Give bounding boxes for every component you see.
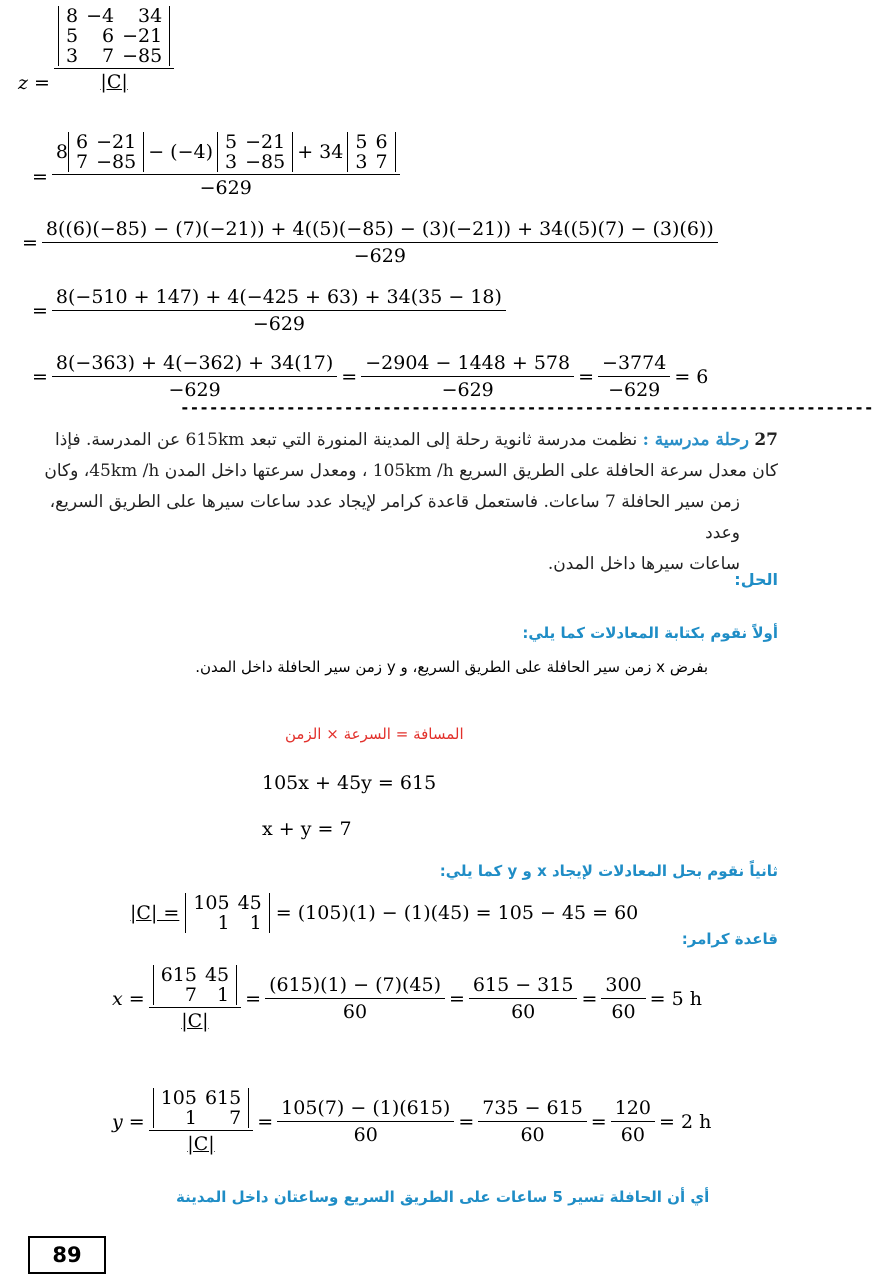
x-det-matrix: 615 7 45 1 [153, 965, 237, 1005]
step2-heading: ثانياً نقوم بحل المعادلات لإيجاد x و y كما يلي: [439, 862, 778, 880]
x-solution: x = 615 7 45 1 |C| = $\frac{(615)(1) - (7)(45)}{60}$ = $\frac{615 - 315}{60}$ = $\frac{300}{60}$ = 5 h [112, 964, 702, 1032]
det-c-expression: |C| = 105 1 45 1 = (105)(1) − (1)(45) = 105 − 45 = 60 [130, 892, 639, 934]
problem-line-4: ساعات سيرها داخل المدن. [547, 554, 740, 574]
z-denominator: |C| [100, 70, 128, 93]
minor-3: 5 3 6 7 [347, 132, 395, 172]
y-solution: y = 105 1 615 7 |C| = $\frac{105(7) - (1)(615)}{60}$ = $\frac{735 - 615}{60}$ = $\frac{120}{60}$ = 2 h [112, 1087, 712, 1155]
z-step4: = $\frac{8(-363) + 4(-362) + 34(17)}{-629}$ = $\frac{-2904 - 1448 + 578}{-629}$ = $\frac{-3774}{-629}$ = 6 [32, 352, 709, 401]
equation-1: 105x + 45y = 615 [262, 772, 437, 794]
minor-1: 6 7 −21 −85 [68, 132, 144, 172]
problem-title: رحلة مدرسية : [642, 430, 749, 450]
separator-line: ------------------------------------------------------------------------ [180, 398, 874, 417]
equation-2: x + y = 7 [262, 818, 352, 840]
minor-2: 5 3 −21 −85 [217, 132, 293, 172]
z-fraction [54, 6, 174, 93]
z-cramer-expression [18, 4, 178, 94]
problem-line-3: زمن سير الحافلة 7 ساعات. فاستعمل قاعدة كرامر لإيجاد عدد ساعات سيرها على الطريق السريع، وعدد [49, 492, 740, 543]
y-det-matrix: 105 1 615 7 [153, 1088, 250, 1128]
det-c-matrix: 105 1 45 1 [185, 893, 269, 933]
y-result: = 2 h [658, 1110, 712, 1133]
cramer-heading: قاعدة كرامر: [681, 930, 778, 948]
z-step3: = $\frac{8(-510 + 147) + 4(-425 + 63) + 34(35 - 18)}{-629}$ [32, 286, 510, 335]
distance-formula: المسافة = السرعة × الزمن [285, 725, 464, 743]
z-result: = 6 [674, 365, 709, 388]
problem-number: 27 [754, 430, 778, 450]
problem-27 [18, 425, 778, 580]
problem-line-2: كان معدل سرعة الحافلة على الطريق السريع 105km /h ، ومعدل سرعتها داخل المدن 45km /h، وكان [44, 461, 778, 481]
problem-line-1: نظمت مدرسة ثانوية رحلة إلى المدينة المنورة التي تبعد 615km عن المدرسة. فإذا [54, 430, 638, 450]
z-numerator [54, 6, 174, 69]
conclusion-text: أي أن الحافلة تسير 5 ساعات على الطريق السريع وساعتان داخل المدينة [176, 1188, 710, 1206]
z-step1: = 8 6 7 −21 −85 − (−4) 5 3 −21 −85 + 34 5 3 6 7 −629 [32, 132, 404, 199]
x-result: = 5 h [649, 987, 702, 1010]
page-number-box [28, 1236, 106, 1274]
z-step2: = 8((6)(−85) − (7)(−21)) + 4((5)(−85) − (3)(−21)) + 34((5)(7) − (3)(6)) −629 [22, 218, 722, 267]
solution-heading: الحل: [734, 570, 778, 589]
page-number: 89 [52, 1243, 82, 1267]
z-lhs: z = [18, 72, 50, 94]
step1-heading: أولاً نقوم بكتابة المعادلات كما يلي: [522, 624, 778, 642]
z-determinant: 8 5 3 −4 6 7 34 −21 −85 [58, 6, 170, 66]
assumption-text: بفرض x زمن سير الحافلة على الطريق السريع، و y زمن سير الحافلة داخل المدن. [195, 658, 708, 676]
